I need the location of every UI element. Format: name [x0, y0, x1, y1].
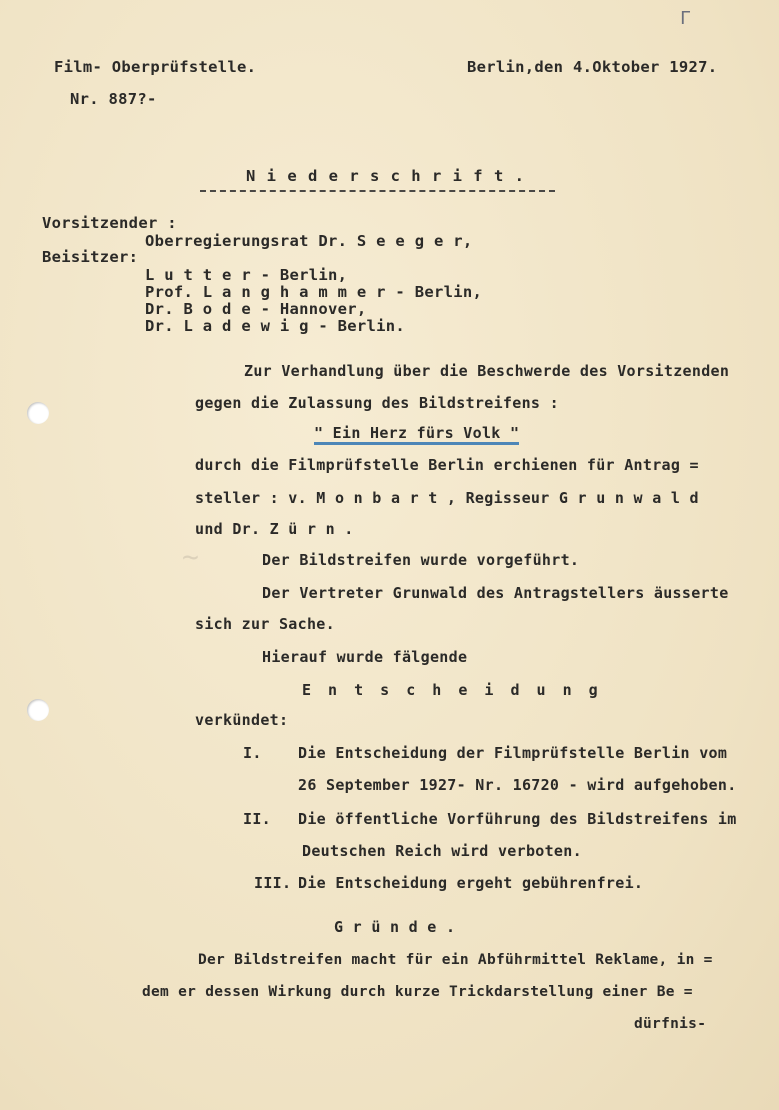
office-name: Film- Oberprüfstelle. [54, 58, 257, 76]
paragraph-1-line-4: steller : v. M o n b a r t , Regisseur G r u n w a l d [195, 489, 699, 507]
reasons-line-3: dürfnis- [634, 1016, 707, 1032]
decision-2-number: II. [243, 810, 271, 828]
assessors-label: Beisitzer: [42, 248, 139, 266]
paragraph-1-line-1: Zur Verhandlung über die Beschwerde des Vorsitzenden [244, 362, 730, 380]
decision-2-line-2: Deutschen Reich wird verboten. [302, 842, 582, 860]
assessor-4: Dr. L a d e w i g - Berlin. [145, 317, 406, 335]
paragraph-3-line-2: sich zur Sache. [195, 615, 335, 633]
paragraph-1-line-3: durch die Filmprüfstelle Berlin erchienen für Antrag = [195, 456, 699, 474]
paragraph-2: Der Bildstreifen wurde vorgeführt. [262, 551, 580, 569]
decision-3-number: III. [254, 874, 292, 892]
corner-pencil-mark: Г [680, 8, 691, 29]
chair-name: Oberregierungsrat Dr. S e e g e r, [145, 232, 473, 250]
decision-1-line-1: Die Entscheidung der Filmprüfstelle Berlin vom [298, 744, 728, 762]
reasons-line-2: dem er dessen Wirkung durch kurze Trickdarstellung einer Be = [142, 984, 693, 1000]
paragraph-4: Hierauf wurde fälgende [262, 648, 468, 666]
decision-1-line-2: 26 September 1927- Nr. 16720 - wird aufgehoben. [298, 776, 737, 794]
assessor-3: Dr. B o d e - Hannover, [145, 300, 367, 318]
document-number: Nr. 887?- [70, 90, 157, 108]
document-title: N i e d e r s c h r i f t . [246, 167, 525, 185]
assessor-1: L u t t e r - Berlin, [145, 266, 348, 284]
decision-2-line-1: Die öffentliche Vorführung des Bildstreifens im [298, 810, 737, 828]
punch-hole-lower [27, 699, 49, 721]
decision-1-number: I. [243, 744, 262, 762]
faint-stamp: ~ [182, 540, 199, 573]
paragraph-3-line-1: Der Vertreter Grunwald des Antragstellers äusserte [262, 584, 729, 602]
decision-heading: E n t s c h e i d u n g [302, 681, 602, 699]
paragraph-1-line-2: gegen die Zulassung des Bildstreifens : [195, 394, 559, 412]
decision-3-line-1: Die Entscheidung ergeht gebührenfrei. [298, 874, 644, 892]
reasons-heading: G r ü n d e . [334, 918, 456, 936]
paragraph-1-line-5: und Dr. Z ü r n . [195, 520, 354, 538]
assessor-2: Prof. L a n g h a m m e r - Berlin, [145, 283, 483, 301]
chair-label: Vorsitzender : [42, 214, 177, 232]
reasons-line-1: Der Bildstreifen macht für ein Abführmittel Reklame, in = [198, 952, 713, 968]
title-rule [200, 190, 555, 192]
film-title: " Ein Herz fürs Volk " [314, 424, 519, 445]
punch-hole-upper [27, 402, 49, 424]
place-date: Berlin,den 4.Oktober 1927. [467, 58, 718, 76]
announced-label: verkündet: [195, 711, 289, 729]
